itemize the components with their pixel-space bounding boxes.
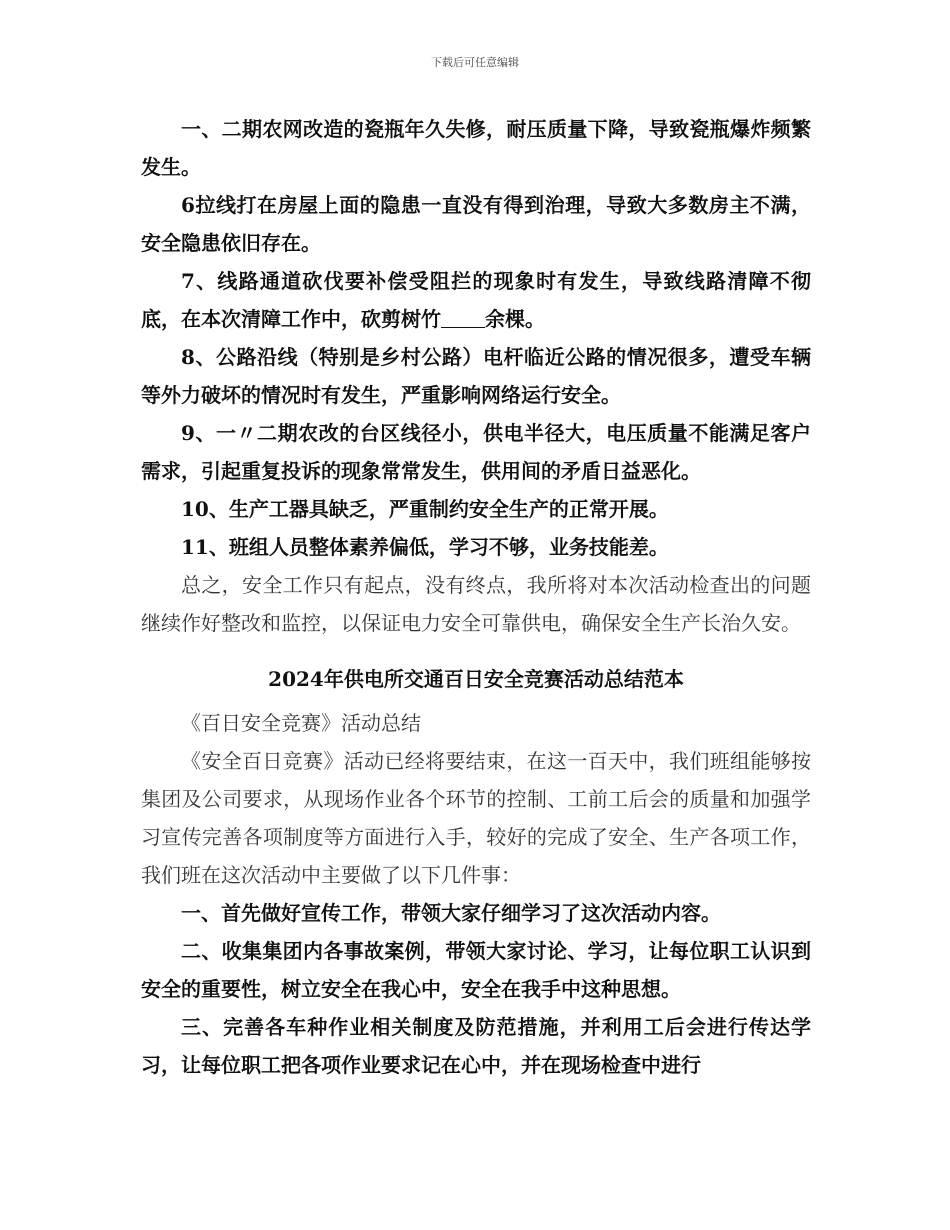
document-body — [141, 110, 811, 1084]
page-header-note: 下载后可任意编辑 — [431, 56, 519, 69]
paragraph-item-7 — [141, 262, 811, 338]
paragraph-item-9: 9、一〃二期农改的台区线径小，供电半径大，电压质量不能满足客户需求，引起重复投诉的现象常常发生，供用间的矛盾日益恶化。 — [141, 421, 811, 483]
activity-item-2: 二、收集集团内各事故案例，带领大家讨论、学习，让每位职工认识到安全的重要性，树立安全在我心中，安全在我手中这种思想。 — [141, 939, 811, 1001]
paragraph-item-6: 6拉线打在房屋上面的隐患一直没有得到治理，导致大多数房主不满，安全隐患依旧存在。 — [141, 193, 811, 255]
paragraph-item-10: 10、生产工器具缺乏，严重制约安全生产的正常开展。 — [181, 497, 669, 521]
fill-in-blank — [441, 309, 485, 328]
section-title: 2024年供电所交通百日安全竞赛活动总结范本 — [268, 667, 684, 691]
paragraph-item-1: 一、二期农网改造的瓷瓶年久失修，耐压质量下降，导致瓷瓶爆炸频繁发生。 — [141, 117, 811, 179]
paragraph-item-11: 11、班组人员整体素养偏低，学习不够，业务技能差。 — [181, 535, 669, 559]
activity-item-1: 一、首先做好宣传工作，带领大家仔细学习了这次活动内容。 — [181, 901, 721, 925]
activity-item-3: 三、完善各车种作业相关制度及防范措施，并利用工后会进行传达学习，让每位职工把各项作业要求记在心中，并在现场检查中进行 — [141, 1015, 811, 1077]
item-7-text: 7、线路通道砍伐要补偿受阻拦的现象时有发生，导致线路清障不彻底，在本次清障工作中，砍剪树竹 — [141, 269, 811, 331]
conclusion-paragraph: 总之，安全工作只有起点，没有终点，我所将对本次活动检查出的问题继续作好整改和监控，以保证电力安全可靠供电，确保安全生产长治久安。 — [141, 573, 811, 635]
intro-paragraph: 《安全百日竞赛》活动已经将要结束，在这一百天中，我们班组能够按集团及公司要求，从现场作业各个环节的控制、工前工后会的质量和加强学习宣传完善各项制度等方面进行入手，较好的完成了安全、生产各项工作，我们班在这次活动中主要做了以下几件事： — [141, 749, 811, 887]
item-7-tail: 余棵。 — [485, 307, 545, 331]
paragraph-item-8: 8、公路沿线（特别是乡村公路）电杆临近公路的情况很多，遭受车辆等外力破坏的情况时有发生，严重影响网络运行安全。 — [141, 345, 811, 407]
subtitle: 《百日安全竞赛》活动总结 — [181, 711, 421, 735]
